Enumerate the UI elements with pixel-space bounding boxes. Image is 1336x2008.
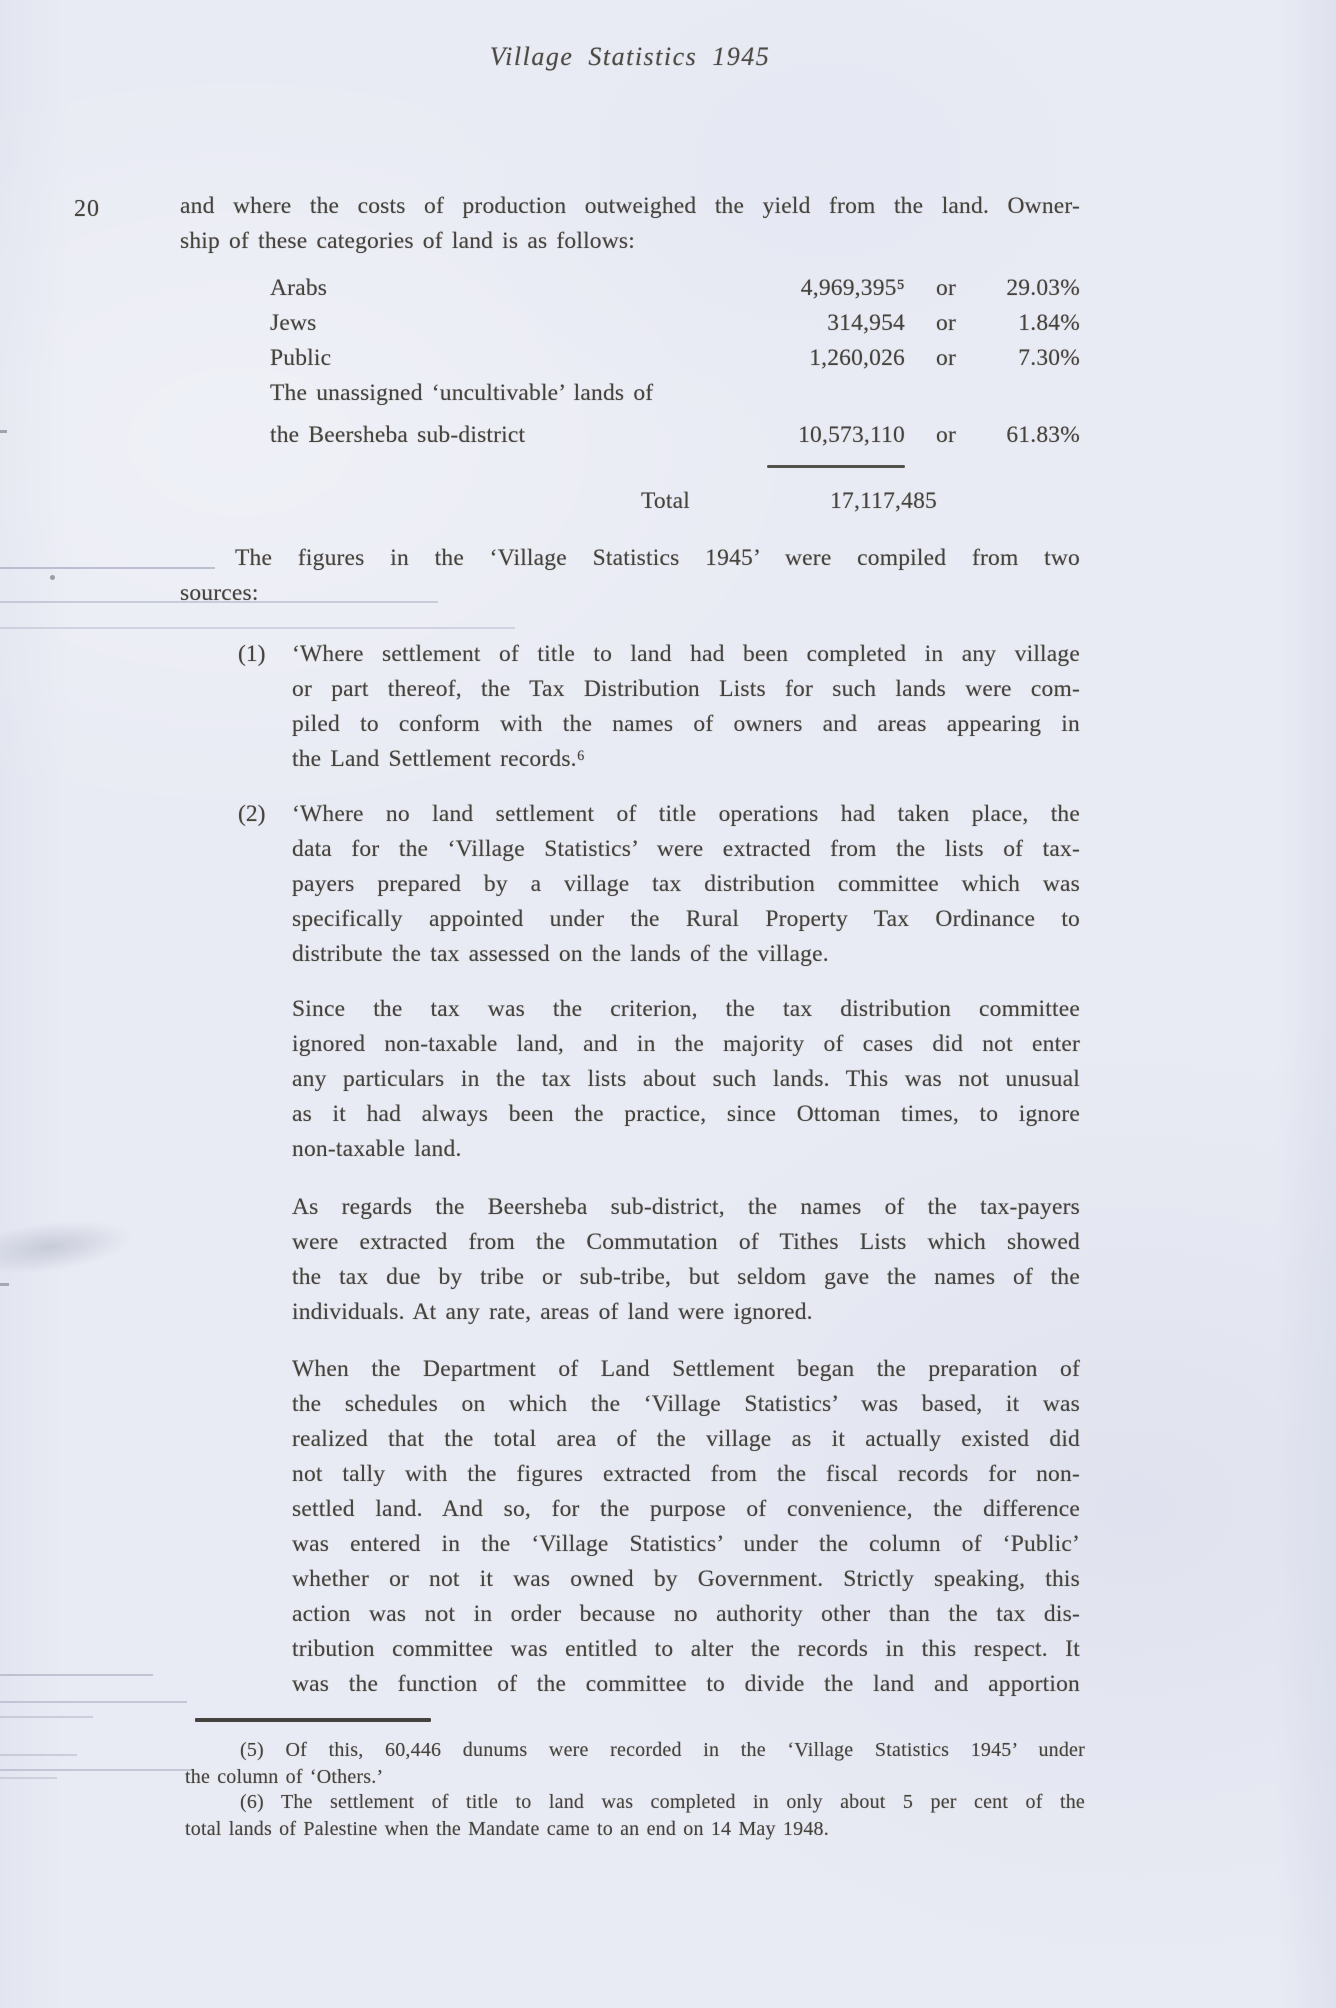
row-value: 4,969,395⁵	[800, 275, 905, 301]
scan-artifact-line	[0, 1754, 77, 1756]
text-line: sources:	[180, 580, 259, 606]
text-line: the schedules on which the ‘Village Statistics’ was based, it was	[292, 1391, 1080, 1417]
text-line: not tally with the figures extracted from the fiscal records for non-	[292, 1461, 1080, 1487]
text-line: ‘Where no land settlement of title operations had taken place, the	[292, 801, 1080, 827]
sources-paragraph	[180, 541, 1080, 611]
text-line: Since the tax was the criterion, the tax distribution committee	[292, 996, 1080, 1022]
scan-artifact-line	[0, 1716, 93, 1718]
text-line: ‘Where settlement of title to land had been completed in any village	[292, 641, 1080, 667]
text-line: specifically appointed under the Rural Property Tax Ordinance to	[292, 906, 1080, 932]
list-marker: (1)	[238, 641, 266, 667]
row-percent: 61.83%	[1006, 422, 1080, 448]
list-marker: (2)	[238, 801, 266, 827]
footnote-line: (5) Of this, 60,446 dunums were recorded in the ‘Village Statistics 1945’ under	[240, 1739, 1085, 1761]
text-line: tribution committee was entitled to alter the records in this respect. It	[292, 1636, 1080, 1662]
text-line: individuals. At any rate, areas of land were ignored.	[292, 1299, 813, 1325]
scan-artifact-line	[0, 1777, 57, 1779]
text-line: or part thereof, the Tax Distribution Lists for such lands were com-	[292, 676, 1080, 702]
row-value: 1,260,026	[809, 345, 905, 371]
intro-paragraph	[180, 189, 1080, 259]
total-row	[0, 484, 1336, 519]
text-line: realized that the total area of the village as it actually existed did	[292, 1426, 1080, 1452]
footnote-line: total lands of Palestine when the Mandate came to an end on 14 May 1948.	[185, 1818, 829, 1840]
text-line: were extracted from the Commutation of Tithes Lists which showed	[292, 1229, 1080, 1255]
list-item-1	[292, 637, 1080, 777]
text-line: data for the ‘Village Statistics’ were extracted from the lists of tax-	[292, 836, 1080, 862]
text-line: action was not in order because no authority other than the tax dis-	[292, 1601, 1080, 1627]
text-line: whether or not it was owned by Government. Strictly speaking, this	[292, 1566, 1080, 1592]
text-line: as it had always been the practice, since Ottoman times, to ignore	[292, 1101, 1080, 1127]
total-label: Total	[641, 488, 690, 514]
paragraph-beersheba	[292, 1190, 1080, 1330]
text-line: was the function of the committee to divide the land and apportion	[292, 1671, 1080, 1697]
table-row	[0, 341, 1336, 376]
scan-artifact-tick	[0, 1283, 9, 1286]
paragraph-since-tax	[292, 992, 1080, 1167]
text-line: the Land Settlement records.⁶	[292, 746, 586, 772]
text-line: non-taxable land.	[292, 1136, 462, 1162]
text-line: ignored non-taxable land, and in the majority of cases did not enter	[292, 1031, 1080, 1057]
row-or: or	[936, 275, 956, 301]
footnote-5	[185, 1737, 1085, 1791]
row-or: or	[936, 310, 956, 336]
footnote-line: the column of ‘Others.’	[185, 1766, 384, 1788]
scan-artifact-line	[0, 627, 515, 629]
row-label: Arabs	[270, 275, 328, 301]
scan-artifact-line	[0, 1674, 153, 1676]
running-head: Village Statistics 1945	[489, 42, 771, 71]
row-or: or	[936, 422, 956, 448]
text-line: was entered in the ‘Village Statistics’ under the column of ‘Public’	[292, 1531, 1080, 1557]
table-row	[0, 376, 1336, 411]
footnote-rule	[195, 1718, 431, 1722]
row-label: Jews	[270, 310, 317, 336]
text-line: any particulars in the tax lists about such lands. This was not unusual	[292, 1066, 1080, 1092]
row-label: The unassigned ‘uncultivable’ lands of	[270, 380, 654, 406]
scan-artifact-dot	[50, 575, 55, 580]
scan-artifact-line	[0, 1701, 187, 1703]
page-number: 20	[74, 196, 100, 222]
row-label: the Beersheba sub-district	[270, 422, 526, 448]
footnote-6	[185, 1789, 1085, 1843]
text-line: As regards the Beersheba sub-district, the names of the tax-payers	[292, 1194, 1080, 1220]
row-percent: 29.03%	[1006, 275, 1080, 301]
text-line: When the Department of Land Settlement began the preparation of	[292, 1356, 1080, 1382]
text-line: payers prepared by a village tax distribution committee which was	[292, 871, 1080, 897]
text-line: and where the costs of production outweighed the yield from the land. Owner-	[180, 193, 1080, 219]
paragraph-department	[292, 1352, 1080, 1702]
scan-artifact-smudge	[0, 1212, 137, 1282]
text-line: The figures in the ‘Village Statistics 1945’ were compiled from two	[235, 545, 1080, 571]
row-value: 10,573,110	[798, 422, 905, 448]
total-rule	[767, 465, 905, 468]
table-row	[0, 418, 1336, 453]
text-line: piled to conform with the names of owners and areas appearing in	[292, 711, 1080, 737]
footnote-line: (6) The settlement of title to land was completed in only about 5 per cent of the	[240, 1791, 1085, 1813]
text-line: settled land. And so, for the purpose of convenience, the difference	[292, 1496, 1080, 1522]
row-label: Public	[270, 345, 332, 371]
text-line: the tax due by tribe or sub-tribe, but seldom gave the names of the	[292, 1264, 1080, 1290]
text-line: ship of these categories of land is as follows:	[180, 228, 635, 254]
list-item-2	[292, 797, 1080, 972]
row-percent: 7.30%	[1018, 345, 1080, 371]
row-or: or	[936, 345, 956, 371]
row-percent: 1.84%	[1018, 310, 1080, 336]
table-row	[0, 271, 1336, 306]
total-value: 17,117,485	[830, 488, 937, 514]
row-value: 314,954	[827, 310, 905, 336]
text-line: distribute the tax assessed on the lands of the village.	[292, 941, 829, 967]
table-row	[0, 306, 1336, 341]
scan-artifact-line	[0, 1769, 193, 1771]
